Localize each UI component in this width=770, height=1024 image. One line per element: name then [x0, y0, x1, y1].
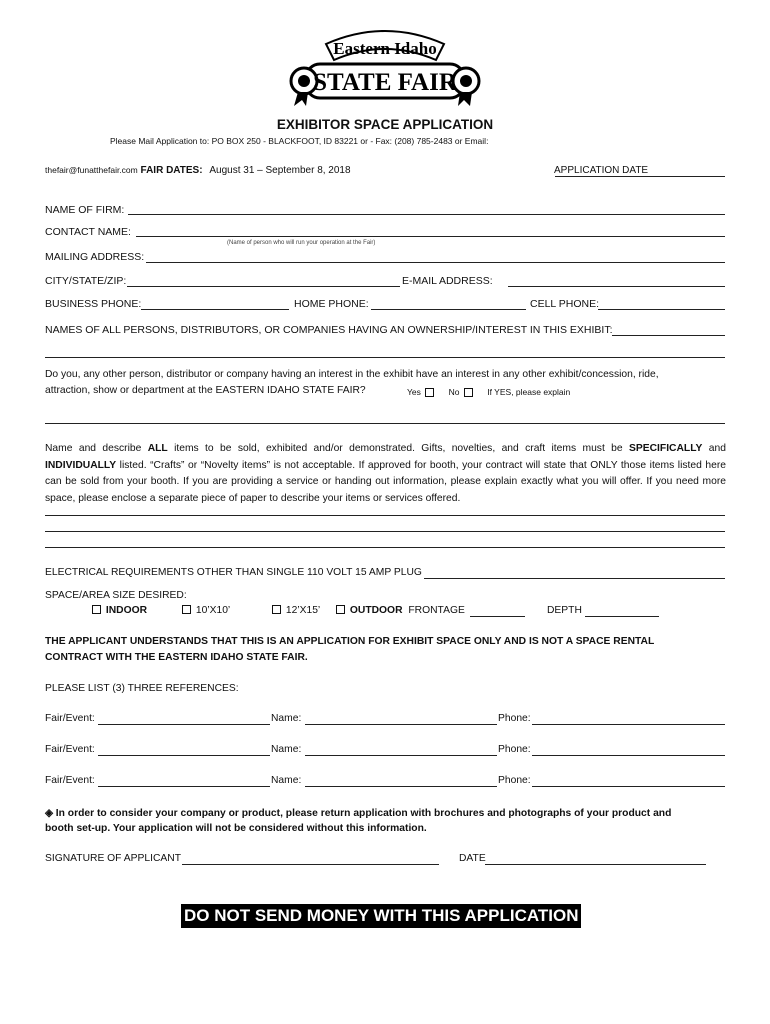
- ownership-field[interactable]: [612, 335, 725, 336]
- understands-line-1: THE APPLICANT UNDERSTANDS THAT THIS IS AN APPLICATION FOR EXHIBIT SPACE ONLY AND IS NOT A SPACE RENTAL: [45, 636, 655, 647]
- mail-instructions: Please Mail Application to: PO BOX 250 - BLACKFOOT, ID 83221 or - Fax: (208) 785-2483 or Email:: [110, 136, 489, 146]
- yes-checkbox[interactable]: [425, 388, 434, 397]
- contact-label: CONTACT NAME:: [45, 226, 131, 238]
- form-title: EXHIBITOR SPACE APPLICATION: [276, 117, 494, 132]
- items-field-line-3[interactable]: [45, 547, 725, 548]
- application-date-label: APPLICATION DATE: [554, 165, 649, 176]
- business-phone-field[interactable]: [141, 309, 289, 310]
- fair-dates-row: [45, 165, 351, 176]
- electrical-field[interactable]: [424, 578, 725, 579]
- space-indoor: [90, 605, 147, 616]
- interest-question-2: attraction, show or department at the EASTERN IDAHO STATE FAIR?: [45, 385, 366, 396]
- logo-line-1: Eastern Idaho: [333, 39, 437, 58]
- mailing-field[interactable]: [146, 262, 725, 263]
- depth-label: DEPTH: [547, 605, 582, 616]
- space-10x10: [180, 605, 230, 616]
- email-field[interactable]: [508, 286, 725, 287]
- fair-logo: [286, 24, 484, 108]
- size-10x10-label: 10’X10’: [195, 605, 231, 616]
- mailing-label: MAILING ADDRESS:: [45, 251, 145, 263]
- business-phone-label: BUSINESS PHONE:: [45, 298, 142, 310]
- space-outdoor: [334, 605, 465, 616]
- firm-field[interactable]: [128, 214, 725, 215]
- city-label: CITY/STATE/ZIP:: [45, 275, 127, 287]
- space-12x15: [270, 605, 320, 616]
- ref1-name-label: Name:: [271, 713, 302, 724]
- ref1-fair-field[interactable]: [98, 724, 270, 725]
- signature-label: SIGNATURE OF APPLICANT: [45, 853, 181, 864]
- interest-options: [407, 387, 570, 398]
- ref1-fair-label: Fair/Event:: [45, 713, 95, 724]
- frontage-label: FRONTAGE: [408, 605, 465, 616]
- yes-label: Yes: [407, 387, 421, 397]
- ref3-fair-field[interactable]: [98, 786, 270, 787]
- ref3-name-label: Name:: [271, 775, 302, 786]
- ref1-phone-label: Phone:: [498, 713, 531, 724]
- size-12x15-checkbox[interactable]: [272, 605, 281, 614]
- depth-field[interactable]: [585, 616, 659, 617]
- ownership-field-continued[interactable]: [45, 357, 725, 358]
- date-label: DATE: [459, 853, 486, 864]
- items-field-line-2[interactable]: [45, 531, 725, 532]
- electrical-label: ELECTRICAL REQUIREMENTS OTHER THAN SINGLE 110 VOLT 15 AMP PLUG: [45, 567, 422, 578]
- ref3-name-field[interactable]: [305, 786, 497, 787]
- ref2-name-label: Name:: [271, 744, 302, 755]
- explain-field[interactable]: [45, 423, 725, 424]
- items-instructions: Name and describe ALL items to be sold, exhibited and/or demonstrated. Gifts, novelties, and craft items must be SPECIFICALLY and INDIVIDUALLY listed. “Crafts” or “Novelty items” is not acceptable. If approved for booth, your contract will state that ONLY those items listed here can be sold from your booth. If you are providing a service or handing out information, please explain exactly what you will offer. If you need more space, please enclose a separate piece of paper to describe your items or services offered.: [45, 443, 726, 504]
- contact-hint: (Name of person who will run your operation at the Fair): [227, 240, 376, 246]
- fair-dates-label: FAIR DATES:: [140, 165, 203, 176]
- outdoor-label: OUTDOOR: [349, 605, 403, 616]
- ref3-fair-label: Fair/Event:: [45, 775, 95, 786]
- space-label: SPACE/AREA SIZE DESIRED:: [45, 590, 187, 601]
- frontage-field[interactable]: [470, 616, 525, 617]
- signature-field[interactable]: [182, 864, 439, 865]
- ref2-name-field[interactable]: [305, 755, 497, 756]
- diamond-bullet-icon: ◈: [45, 808, 53, 819]
- ref1-phone-field[interactable]: [532, 724, 725, 725]
- indoor-label: INDOOR: [105, 605, 148, 616]
- contact-field[interactable]: [136, 236, 725, 237]
- references-label: PLEASE LIST (3) THREE REFERENCES:: [45, 683, 239, 694]
- brochure-note-1: ◈ In order to consider your company or product, please return application with brochures and photographs of your product and: [45, 808, 672, 819]
- date-field[interactable]: [485, 864, 706, 865]
- outdoor-checkbox[interactable]: [336, 605, 345, 614]
- understands-line-2: CONTRACT WITH THE EASTERN IDAHO STATE FAIR.: [45, 652, 308, 663]
- items-field-line-1[interactable]: [45, 515, 725, 516]
- home-phone-field[interactable]: [371, 309, 526, 310]
- home-phone-label: HOME PHONE:: [294, 298, 369, 310]
- no-checkbox[interactable]: [464, 388, 473, 397]
- do-not-send-money-banner: DO NOT SEND MONEY WITH THIS APPLICATION: [181, 904, 581, 928]
- explain-label: If YES, please explain: [487, 387, 571, 397]
- cell-phone-label: CELL PHONE:: [530, 298, 600, 310]
- interest-question-1: Do you, any other person, distributor or company having an interest in the exhibit have an interest in any other exhibit/concession, ride,: [45, 369, 659, 380]
- fair-email: thefair@funatthefair.com: [45, 165, 138, 175]
- ref2-phone-field[interactable]: [532, 755, 725, 756]
- no-label: No: [448, 387, 460, 397]
- size-12x15-label: 12’X15’: [285, 605, 321, 616]
- ownership-label: NAMES OF ALL PERSONS, DISTRIBUTORS, OR COMPANIES HAVING AN OWNERSHIP/INTEREST IN THIS EXHIBIT:: [45, 324, 613, 336]
- ref3-phone-label: Phone:: [498, 775, 531, 786]
- cell-phone-field[interactable]: [598, 309, 725, 310]
- ref2-fair-field[interactable]: [98, 755, 270, 756]
- ref2-phone-label: Phone:: [498, 744, 531, 755]
- ref2-fair-label: Fair/Event:: [45, 744, 95, 755]
- application-date-field[interactable]: [555, 176, 725, 177]
- firm-label: NAME OF FIRM:: [45, 204, 125, 216]
- brochure-note-2: booth set-up. Your application will not be considered without this information.: [45, 823, 427, 834]
- email-label: E-MAIL ADDRESS:: [402, 275, 493, 287]
- ref1-name-field[interactable]: [305, 724, 497, 725]
- logo-line-2: STATE FAIR: [313, 69, 457, 96]
- city-field[interactable]: [127, 286, 400, 287]
- fair-dates-value: August 31 – September 8, 2018: [209, 165, 351, 176]
- size-10x10-checkbox[interactable]: [182, 605, 191, 614]
- ref3-phone-field[interactable]: [532, 786, 725, 787]
- indoor-checkbox[interactable]: [92, 605, 101, 614]
